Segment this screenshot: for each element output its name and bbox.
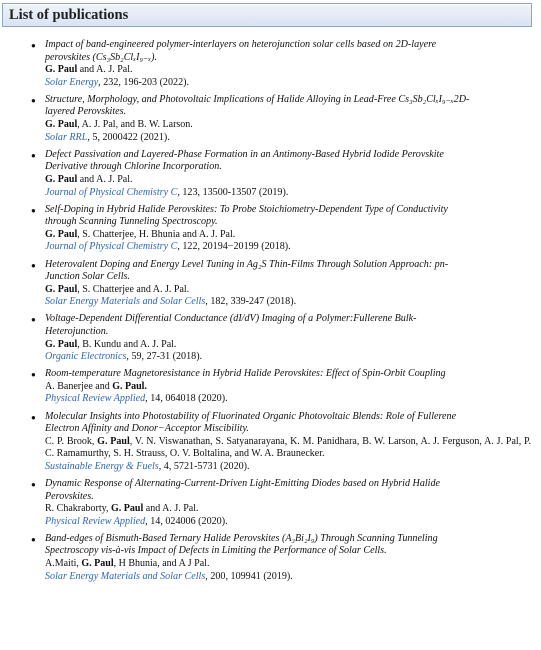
authors-after: and A. J. Pal. bbox=[77, 64, 133, 76]
publication-citation bbox=[45, 393, 531, 406]
publication-citation bbox=[45, 241, 531, 254]
section-title: List of publications bbox=[9, 7, 129, 23]
publication-item bbox=[0, 368, 541, 406]
bullet-icon: ● bbox=[31, 480, 36, 489]
journal-name[interactable]: Journal of Physical Chemistry C bbox=[45, 241, 178, 253]
bullet-icon: ● bbox=[31, 370, 36, 380]
publication-item bbox=[0, 313, 541, 363]
publication-authors bbox=[45, 119, 531, 132]
publication-citation bbox=[45, 516, 531, 529]
citation-details: , 123, 13500-13507 (2019). bbox=[177, 186, 289, 198]
highlighted-author: G. Paul bbox=[97, 435, 130, 447]
journal-name[interactable]: Sustainable Energy & Fuels bbox=[45, 460, 159, 472]
citation-details: , 122, 20194−20199 (2018). bbox=[177, 241, 291, 253]
authors-after: and A. J. Pal. bbox=[77, 173, 133, 185]
publication-title: Impact of band-engineered polymer-interlayers on heterojunction solar cells based on 2D-layere perovskites (Cs₃Sb₂ClₓI₉₋ₓ). bbox=[45, 39, 437, 63]
highlighted-author: G. Paul bbox=[81, 558, 114, 570]
publication-citation bbox=[45, 132, 531, 145]
publication-authors bbox=[45, 436, 531, 461]
publication-authors bbox=[45, 174, 531, 187]
publication-item bbox=[0, 204, 541, 254]
journal-name[interactable]: Solar Energy Materials and Solar Cells bbox=[45, 296, 206, 308]
authors-after: , S. Chatterjee, H. Bhunia and A. J. Pal. bbox=[77, 228, 236, 240]
highlighted-author: G. Paul bbox=[45, 119, 78, 131]
journal-name[interactable]: Solar Energy Materials and Solar Cells bbox=[45, 570, 206, 582]
publication-authors bbox=[45, 339, 531, 352]
publication-item bbox=[0, 94, 541, 144]
publication-citation bbox=[45, 187, 531, 200]
publication-title: Room-temperature Magnetoresistance in Hybrid Halide Perovskites: Effect of Spin-Orbit Coupling bbox=[45, 368, 446, 380]
highlighted-author: G. Paul bbox=[45, 283, 78, 295]
journal-name[interactable]: Solar Energy bbox=[45, 76, 99, 88]
bullet-icon: ● bbox=[31, 205, 36, 215]
citation-details: , 182, 339-247 (2018). bbox=[205, 296, 297, 308]
citation-details: , 14, 064018 (2020). bbox=[145, 393, 228, 405]
bullet-icon: ● bbox=[31, 95, 36, 105]
publication-title: Molecular Insights into Photostability of Fluorinated Organic Photovoltaic Blends: Role of Fullerene Electron Affinity and Donor−Acceptor Miscibility. bbox=[45, 410, 457, 435]
bullet-icon: ● bbox=[31, 41, 36, 50]
publication-title: Structure, Morphology, and Photovoltaic Implications of Halide Alloying in Lead-Free Cs₃Sb₂ClₓI₉₋ₓ2D- layered Perovskites. bbox=[45, 93, 470, 118]
publication-item bbox=[0, 149, 541, 199]
publication-title: Self-Doping in Hybrid Halide Perovskites: To Probe Stoichiometry-Dependent Type of Conductivity through Scanning Tunneling Spectroscopy. bbox=[45, 203, 448, 228]
bullet-icon: ● bbox=[31, 534, 36, 544]
bullet-icon: ● bbox=[31, 412, 36, 422]
publication-citation bbox=[45, 351, 531, 364]
highlighted-author: G. Paul bbox=[45, 64, 78, 76]
journal-name[interactable]: Physical Review Applied bbox=[45, 393, 146, 405]
publication-citation bbox=[45, 571, 531, 584]
publication-authors bbox=[45, 64, 531, 77]
journal-name[interactable]: Journal of Physical Chemistry C bbox=[45, 186, 178, 198]
publication-title: Dynamic Response of Alternating-Current-Driven Light-Emitting Diodes based on Hybrid Halide Perovskites. bbox=[45, 478, 441, 502]
highlighted-author: G. Paul bbox=[45, 173, 78, 185]
citation-details: , 5, 2000422 (2021). bbox=[87, 131, 170, 143]
publication-citation bbox=[45, 77, 531, 90]
publication-citation bbox=[45, 461, 531, 474]
publication-authors bbox=[45, 381, 531, 394]
publication-item bbox=[0, 478, 541, 528]
authors-before: C. P. Brook, bbox=[45, 435, 98, 447]
authors-before: R. Chakraborty, bbox=[45, 503, 112, 515]
journal-name[interactable]: Solar RRL bbox=[45, 131, 88, 143]
citation-details: , 232, 196-203 (2022). bbox=[98, 76, 190, 88]
publication-item bbox=[0, 533, 541, 583]
authors-after: , A. J. Pal, and B. W. Larson. bbox=[77, 119, 193, 131]
journal-name[interactable]: Physical Review Applied bbox=[45, 515, 146, 527]
publication-title: Heterovalent Doping and Energy Level Tuning in Ag₂S Thin-Films Through Solution Approach: pn- Junction Solar Cells. bbox=[45, 258, 449, 283]
publication-authors bbox=[45, 284, 531, 297]
authors-after: and A. J. Pal. bbox=[143, 503, 199, 515]
journal-name[interactable]: Organic Electronics bbox=[45, 351, 127, 363]
publication-item bbox=[0, 411, 541, 474]
highlighted-author: G. Paul bbox=[45, 338, 78, 350]
publication-authors bbox=[45, 229, 531, 242]
publication-citation bbox=[45, 296, 531, 309]
authors-after: , V. N. Viswanathan, S. Satyanarayana, K. M. Panidhara, B. W. Larson, A. J. Ferguson, A. J. Pal, P. C. Ramamurthy, S. H. Strauss, O. V. Boltalina, and W. A. Braunecker. bbox=[45, 435, 531, 460]
publication-title: Voltage-Dependent Differential Conductance (dI/dV) Imaging of a Polymer:Fullerene Bulk- Heterojunction. bbox=[45, 313, 417, 337]
authors-after: , H Bhunia, and A J Pal. bbox=[113, 558, 210, 570]
bullet-icon: ● bbox=[31, 315, 36, 325]
bullet-icon: ● bbox=[31, 260, 36, 270]
authors-before: A. Banerjee and bbox=[45, 380, 113, 392]
authors-after: , S. Chatterjee and A. J. Pal. bbox=[77, 283, 190, 295]
publication-item bbox=[0, 39, 541, 89]
publication-authors bbox=[45, 503, 531, 516]
citation-details: , 59, 27-31 (2018). bbox=[126, 351, 203, 363]
citation-details: , 200, 109941 (2019). bbox=[205, 570, 293, 582]
publication-title: Band-edges of Bismuth-Based Ternary Halide Perovskites (A₃Bi₂I₉) Through Scanning Tunneling Spectroscopy vis-à-vis Impact of Defects in Limiting the Performance of Solar Cells. bbox=[45, 532, 438, 557]
authors-after: , B. Kundu and A. J. Pal. bbox=[77, 338, 177, 350]
authors-before: A.Maiti, bbox=[45, 558, 82, 570]
publication-title: Defect Passivation and Layered-Phase Formation in an Antimony-Based Hybrid Iodide Perovskite Derivative through Chlorine Incorporation. bbox=[45, 148, 444, 173]
highlighted-author: G. Paul. bbox=[112, 380, 147, 392]
publication-item bbox=[0, 259, 541, 309]
section-header bbox=[2, 3, 532, 27]
highlighted-author: G. Paul bbox=[111, 503, 144, 515]
bullet-icon: ● bbox=[31, 150, 36, 160]
publication-list bbox=[0, 39, 541, 588]
publication-authors bbox=[45, 558, 531, 571]
citation-details: , 4, 5721-5731 (2020). bbox=[158, 460, 250, 472]
highlighted-author: G. Paul bbox=[45, 228, 78, 240]
citation-details: , 14, 024006 (2020). bbox=[145, 515, 228, 527]
